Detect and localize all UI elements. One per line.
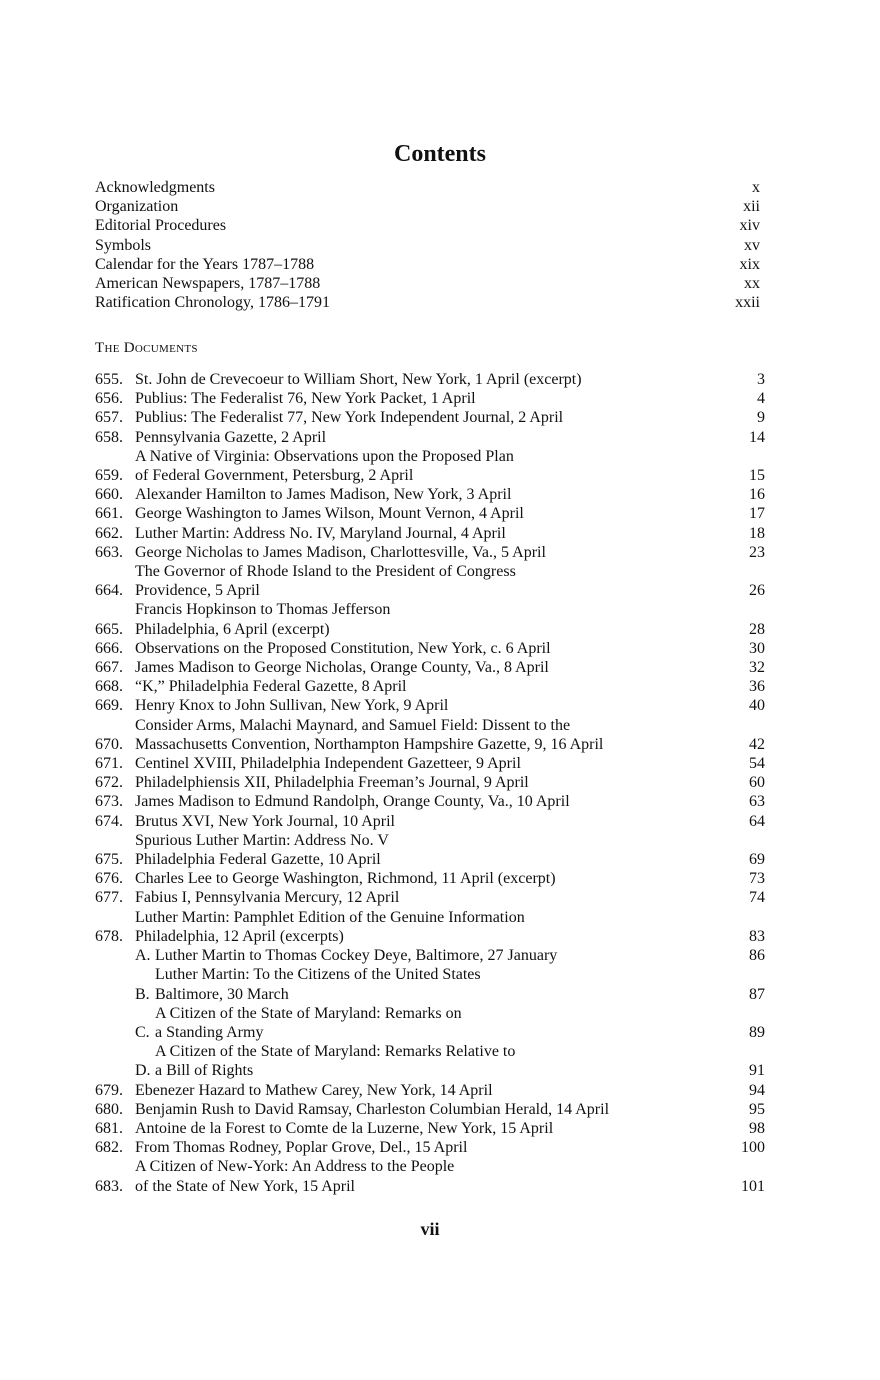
toc-row: [95, 293, 760, 312]
document-title-line: Benjamin Rush to David Ramsay, Charleston Columbian Herald, 14 April: [135, 1100, 610, 1118]
document-entry: [95, 888, 765, 907]
document-title: [135, 639, 705, 658]
toc-label: Symbols: [95, 236, 152, 254]
document-title-line: Philadelphia, 6 April (excerpt): [135, 620, 330, 638]
document-entry: [95, 773, 765, 792]
document-number: 682.: [95, 1139, 123, 1157]
document-entry: [95, 908, 765, 946]
document-number: 679.: [95, 1081, 123, 1099]
document-page: 32: [749, 659, 765, 677]
document-title-line: Spurious Luther Martin: Address No. V: [135, 831, 389, 849]
subentry-title-line: Luther Martin to Thomas Cockey Deye, Baltimore, 27 January: [155, 947, 558, 965]
document-entry: [95, 504, 765, 523]
document-title-line: Fabius I, Pennsylvania Mercury, 12 April: [135, 889, 400, 907]
document-number: 670.: [95, 735, 123, 753]
document-page: 3: [757, 371, 765, 388]
document-title-line: From Thomas Rodney, Poplar Grove, Del., 15 April: [135, 1139, 468, 1157]
toc-row: [95, 255, 760, 274]
document-title-line: Brutus XVI, New York Journal, 10 April: [135, 812, 395, 830]
subentry-title: [155, 965, 705, 1003]
toc-row: [95, 178, 760, 197]
document-number: 666.: [95, 639, 123, 657]
document-page: 98: [749, 1119, 765, 1137]
document-entry: [95, 792, 765, 811]
document-entry: [95, 389, 765, 408]
document-title-line: Philadelphiensis XII, Philadelphia Freeman’s Journal, 9 April: [135, 774, 529, 792]
document-page: 60: [749, 774, 765, 792]
subentry-letter: C.: [135, 1023, 150, 1041]
front-matter-list: [95, 178, 760, 312]
subentry-title-line: a Bill of Rights: [155, 1062, 254, 1080]
document-entry: [95, 600, 765, 638]
document-title-line: of Federal Government, Petersburg, 2 April: [135, 467, 414, 485]
document-entry: [95, 869, 765, 888]
subentry-page: 91: [749, 1062, 765, 1080]
document-title-line: Philadelphia Federal Gazette, 10 April: [135, 851, 381, 869]
page-number: vii: [420, 1219, 440, 1239]
document-number: 678.: [95, 927, 123, 945]
document-title-line: A Citizen of New-York: An Address to the People: [135, 1158, 455, 1176]
document-title-line: Publius: The Federalist 77, New York Independent Journal, 2 April: [135, 409, 564, 427]
subentry-title: [155, 946, 705, 965]
document-title-line: Antoine de la Forest to Comte de la Luzerne, New York, 15 April: [135, 1119, 554, 1137]
document-number: 668.: [95, 678, 123, 696]
document-title: [135, 389, 705, 408]
document-title: [135, 1100, 705, 1119]
document-entry: [95, 370, 765, 389]
document-page: 42: [749, 735, 765, 753]
document-number: 663.: [95, 543, 123, 561]
document-title-line: Luther Martin: Address No. IV, Maryland Journal, 4 April: [135, 524, 506, 542]
document-subentry: [95, 1042, 765, 1080]
subentry-title-line: A Citizen of the State of Maryland: Remarks on: [155, 1004, 462, 1022]
document-page: 101: [741, 1177, 765, 1195]
document-page: 94: [749, 1081, 765, 1099]
document-title: [135, 1081, 705, 1100]
document-title-line: Observations on the Proposed Constitution, New York, c. 6 April: [135, 639, 551, 657]
document-title: [135, 908, 705, 946]
document-number: 676.: [95, 870, 123, 888]
document-title-line: Massachusetts Convention, Northampton Hampshire Gazette, 9, 16 April: [135, 735, 604, 753]
document-page: 40: [749, 697, 765, 715]
document-number: 665.: [95, 620, 123, 638]
toc-row: [95, 236, 760, 255]
subentry-title-line: A Citizen of the State of Maryland: Remarks Relative to: [155, 1043, 516, 1061]
document-title: [135, 888, 705, 907]
toc-label: Ratification Chronology, 1786–1791: [95, 294, 330, 312]
document-entry: [95, 562, 765, 600]
documents-list: [95, 370, 765, 1196]
document-page: 30: [749, 639, 765, 657]
toc-page: xiv: [739, 217, 760, 235]
document-title-line: James Madison to Edmund Randolph, Orange County, Va., 10 April: [135, 793, 570, 811]
document-title: [135, 485, 705, 504]
document-entry: [95, 524, 765, 543]
subentry-page: 87: [749, 985, 765, 1003]
document-number: 661.: [95, 505, 123, 523]
subentry-title-line: Baltimore, 30 March: [155, 985, 289, 1003]
document-entry: [95, 1081, 765, 1100]
document-page: 4: [757, 390, 765, 408]
document-title: [135, 1157, 705, 1195]
document-entry: [95, 754, 765, 773]
document-title: [135, 831, 705, 869]
document-entry: [95, 1157, 765, 1195]
document-page: 28: [749, 620, 765, 638]
subentry-letter: D.: [135, 1062, 151, 1080]
toc-row: [95, 274, 760, 293]
document-page: 26: [749, 582, 765, 600]
document-entry: [95, 408, 765, 427]
document-subentry: [95, 946, 765, 965]
toc-row: [95, 197, 760, 216]
section-heading: The Documents: [95, 340, 198, 356]
document-title: [135, 428, 705, 447]
document-entry: [95, 428, 765, 447]
document-title: [135, 716, 705, 754]
document-subentry: [95, 1004, 765, 1042]
document-title-line: Centinel XVIII, Philadelphia Independent Gazetteer, 9 April: [135, 755, 521, 773]
document-title: [135, 600, 705, 638]
document-entry: [95, 677, 765, 696]
document-title-line: George Washington to James Wilson, Mount Vernon, 4 April: [135, 505, 524, 523]
document-title-line: Alexander Hamilton to James Madison, New York, 3 April: [135, 486, 512, 504]
document-page: 83: [749, 927, 765, 945]
toc-label: Organization: [95, 198, 179, 216]
subentry-page: 86: [749, 947, 765, 965]
document-entry: [95, 1119, 765, 1138]
toc-row: [95, 216, 760, 235]
document-title-line: Publius: The Federalist 76, New York Packet, 1 April: [135, 390, 476, 408]
document-number: 669.: [95, 697, 123, 715]
subentry-page: 89: [749, 1023, 765, 1041]
document-number: 673.: [95, 793, 123, 811]
document-page: 15: [749, 467, 765, 485]
document-number: 672.: [95, 774, 123, 792]
document-number: 680.: [95, 1100, 123, 1118]
document-page: 95: [749, 1100, 765, 1118]
document-number: 667.: [95, 659, 123, 677]
toc-label: Calendar for the Years 1787–1788: [95, 255, 315, 273]
document-entry: [95, 658, 765, 677]
toc-page: xii: [743, 198, 760, 216]
document-title-line: Ebenezer Hazard to Mathew Carey, New York, 14 April: [135, 1081, 493, 1099]
document-title-line: Francis Hopkinson to Thomas Jefferson: [135, 601, 391, 619]
document-entry: [95, 1100, 765, 1119]
document-entry: [95, 447, 765, 485]
document-number: 677.: [95, 889, 123, 907]
document-title: [135, 792, 705, 811]
document-title-line: St. John de Crevecoeur to William Short, New York, 1 April (excerpt): [135, 371, 582, 388]
document-entry: [95, 1138, 765, 1157]
document-title-line: Philadelphia, 12 April (excerpts): [135, 927, 344, 945]
document-title-line: Pennsylvania Gazette, 2 April: [135, 428, 327, 446]
document-entry: [95, 639, 765, 658]
document-title-line: Luther Martin: Pamphlet Edition of the Genuine Information: [135, 908, 525, 926]
document-subentry: [95, 965, 765, 1003]
document-title-line: A Native of Virginia: Observations upon the Proposed Plan: [135, 447, 514, 465]
toc-page: xx: [744, 275, 760, 293]
document-page: 18: [749, 524, 765, 542]
document-title-line: of the State of New York, 15 April: [135, 1177, 355, 1195]
toc-page: xix: [739, 255, 760, 273]
document-title: [135, 658, 705, 677]
document-title-line: James Madison to George Nicholas, Orange County, Va., 8 April: [135, 659, 549, 677]
document-entry: [95, 696, 765, 715]
document-title: [135, 754, 705, 773]
document-number: 655.: [95, 371, 123, 388]
page-title: Contents: [393, 141, 486, 167]
document-page: 69: [749, 851, 765, 869]
subentry-title-line: Luther Martin: To the Citizens of the United States: [155, 966, 481, 984]
toc-page: xxii: [735, 294, 760, 312]
document-title-line: Providence, 5 April: [135, 582, 260, 600]
document-number: 681.: [95, 1119, 123, 1137]
document-number: 657.: [95, 409, 123, 427]
document-entry: [95, 812, 765, 831]
document-page: 73: [749, 870, 765, 888]
document-title: [135, 504, 705, 523]
document-page: 9: [757, 409, 765, 427]
document-title-line: “K,” Philadelphia Federal Gazette, 8 April: [135, 678, 407, 696]
document-title: [135, 812, 705, 831]
document-title-line: Charles Lee to George Washington, Richmond, 11 April (excerpt): [135, 870, 556, 888]
document-page: 100: [741, 1139, 765, 1157]
document-number: 683.: [95, 1177, 123, 1195]
document-page: 54: [749, 755, 765, 773]
subentry-letter: A.: [135, 947, 151, 965]
subentry-letter: B.: [135, 985, 150, 1003]
document-title: [135, 447, 705, 485]
document-page: 14: [749, 428, 765, 446]
toc-page: x: [752, 179, 760, 196]
document-page: 23: [749, 543, 765, 561]
document-number: 664.: [95, 582, 123, 600]
document-title-line: Henry Knox to John Sullivan, New York, 9 April: [135, 697, 449, 715]
document-title: [135, 562, 705, 600]
subentry-title: [155, 1004, 705, 1042]
document-title: [135, 677, 705, 696]
document-title-line: Consider Arms, Malachi Maynard, and Samuel Field: Dissent to the: [135, 716, 571, 734]
document-number: 656.: [95, 390, 123, 408]
document-title: [135, 370, 705, 389]
subentry-title: [155, 1042, 705, 1080]
document-title: [135, 1138, 705, 1157]
document-entry: [95, 485, 765, 504]
document-number: 674.: [95, 812, 123, 830]
document-entry: [95, 543, 765, 562]
document-page: 74: [749, 889, 765, 907]
document-number: 658.: [95, 428, 123, 446]
document-number: 659.: [95, 467, 123, 485]
document-title: [135, 543, 705, 562]
document-title: [135, 408, 705, 427]
document-number: 675.: [95, 851, 123, 869]
document-title: [135, 524, 705, 543]
document-number: 671.: [95, 755, 123, 773]
toc-label: Acknowledgments: [95, 179, 215, 196]
toc-page: xv: [744, 236, 760, 254]
document-page: 64: [749, 812, 765, 830]
subentry-title-line: a Standing Army: [155, 1023, 264, 1041]
document-entry: [95, 831, 765, 869]
document-number: 660.: [95, 486, 123, 504]
document-page: 16: [749, 486, 765, 504]
document-number: 662.: [95, 524, 123, 542]
document-entry: [95, 716, 765, 754]
document-page: 63: [749, 793, 765, 811]
document-title: [135, 773, 705, 792]
document-title-line: The Governor of Rhode Island to the President of Congress: [135, 563, 516, 581]
document-title: [135, 869, 705, 888]
toc-label: Editorial Procedures: [95, 217, 227, 235]
document-title-line: George Nicholas to James Madison, Charlottesville, Va., 5 April: [135, 543, 546, 561]
document-title: [135, 1119, 705, 1138]
toc-label: American Newspapers, 1787–1788: [95, 275, 321, 293]
document-page: 17: [749, 505, 765, 523]
document-page: 36: [749, 678, 765, 696]
document-title: [135, 696, 705, 715]
